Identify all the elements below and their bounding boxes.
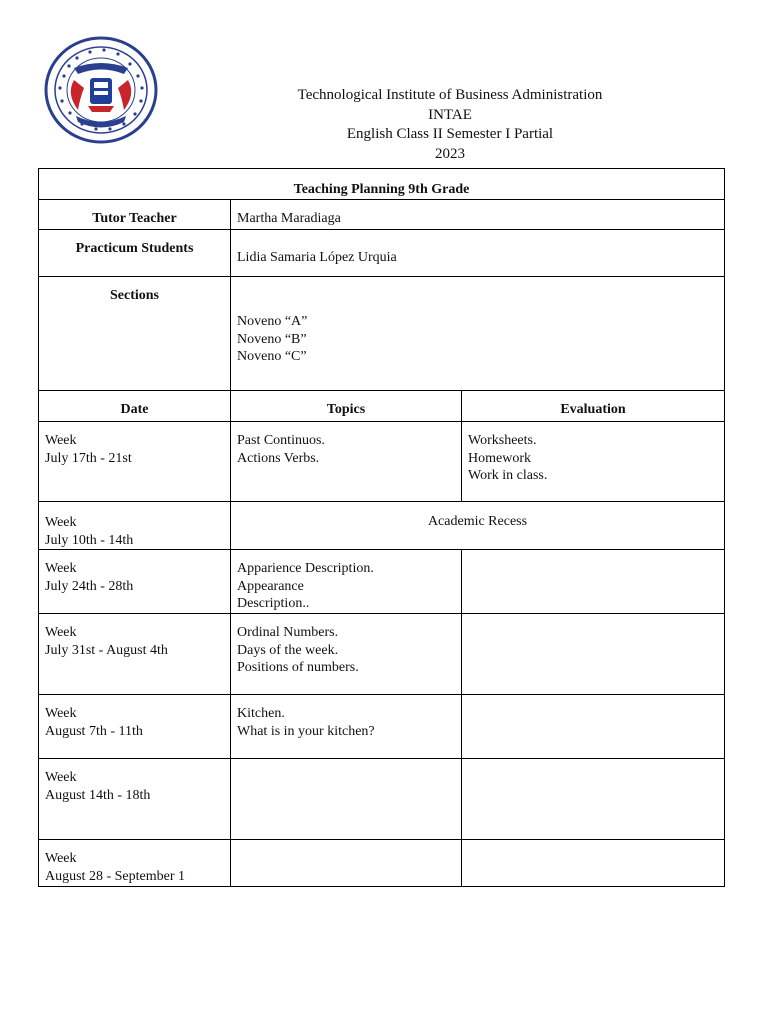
week-label: Week — [45, 433, 77, 448]
date-range: July 24th - 28th — [45, 578, 134, 594]
column-header-topics: Topics — [231, 391, 462, 422]
table-row — [39, 502, 725, 550]
evaluation-cell — [462, 422, 725, 502]
document-header — [250, 86, 650, 164]
evaluation-cell — [462, 759, 725, 840]
topic-item: What is in your kitchen? — [237, 723, 375, 739]
topics-cell — [231, 695, 462, 759]
school-logo — [44, 36, 158, 144]
date-cell — [39, 840, 231, 887]
date-cell — [39, 614, 231, 695]
column-header-evaluation: Evaluation — [462, 391, 725, 422]
topics-cell — [231, 614, 462, 695]
sections-label: Sections — [39, 277, 231, 391]
date-cell — [39, 422, 231, 502]
topic-item: Apparience Description. — [237, 561, 374, 576]
section-item: Noveno “A” — [237, 314, 308, 329]
topic-item: Kitchen. — [237, 706, 285, 721]
table-row — [39, 422, 725, 502]
sections-list — [231, 277, 725, 391]
year: 2023 — [435, 145, 465, 162]
institution-name: Technological Institute of Business Administration — [297, 87, 603, 103]
week-label: Week — [45, 706, 77, 721]
topic-item: Days of the week. — [237, 642, 339, 658]
table-row — [39, 840, 725, 887]
week-label: Week — [45, 625, 77, 640]
column-header-date: Date — [39, 391, 231, 422]
week-label: Week — [45, 770, 77, 785]
topic-item: Positions of numbers. — [237, 660, 359, 675]
evaluation-cell — [462, 840, 725, 887]
topic-item: Past Continuos. — [237, 433, 325, 448]
table-row — [39, 695, 725, 759]
evaluation-item: Homework — [468, 450, 531, 466]
section-item: Noveno “B” — [237, 331, 307, 347]
date-range: August 28 - September 1 — [45, 868, 185, 884]
topic-item: Actions Verbs. — [237, 450, 320, 466]
topic-item: Appearance — [237, 578, 304, 594]
topics-cell — [231, 759, 462, 840]
date-cell — [39, 759, 231, 840]
date-cell — [39, 695, 231, 759]
students-label: Practicum Students — [39, 230, 231, 277]
date-range: July 17th - 21st — [45, 450, 132, 466]
week-label: Week — [45, 561, 77, 576]
table-title: Teaching Planning 9th Grade — [39, 169, 725, 200]
table-row — [39, 614, 725, 695]
date-range: August 7th - 11th — [45, 723, 143, 739]
evaluation-cell — [462, 695, 725, 759]
date-range: August 14th - 18th — [45, 787, 151, 803]
section-item: Noveno “C” — [237, 349, 307, 364]
table-row — [39, 759, 725, 840]
date-range: July 31st - August 4th — [45, 642, 168, 658]
school-seal-icon — [44, 36, 158, 144]
evaluation-cell — [462, 614, 725, 695]
tutor-label: Tutor Teacher — [39, 200, 231, 230]
date-range: July 10th - 14th — [45, 532, 134, 548]
class-title: English Class II Semester I Partial — [346, 126, 554, 142]
topics-cell — [231, 422, 462, 502]
topics-cell — [231, 550, 462, 614]
topics-cell — [231, 840, 462, 887]
week-label: Week — [45, 515, 77, 530]
topic-item: Description.. — [237, 596, 310, 611]
date-cell — [39, 502, 231, 550]
students-value: Lidia Samaria López Urquia — [231, 230, 725, 277]
week-label: Week — [45, 851, 77, 866]
date-cell — [39, 550, 231, 614]
evaluation-item: Work in class. — [468, 468, 548, 483]
evaluation-cell — [462, 550, 725, 614]
evaluation-item: Worksheets. — [468, 433, 537, 448]
teaching-plan-table — [38, 168, 725, 887]
institution-acronym: INTAE — [428, 106, 472, 123]
academic-recess-cell: Academic Recess — [231, 502, 725, 550]
table-row — [39, 550, 725, 614]
tutor-value: Martha Maradiaga — [231, 200, 725, 230]
topic-item: Ordinal Numbers. — [237, 625, 339, 640]
